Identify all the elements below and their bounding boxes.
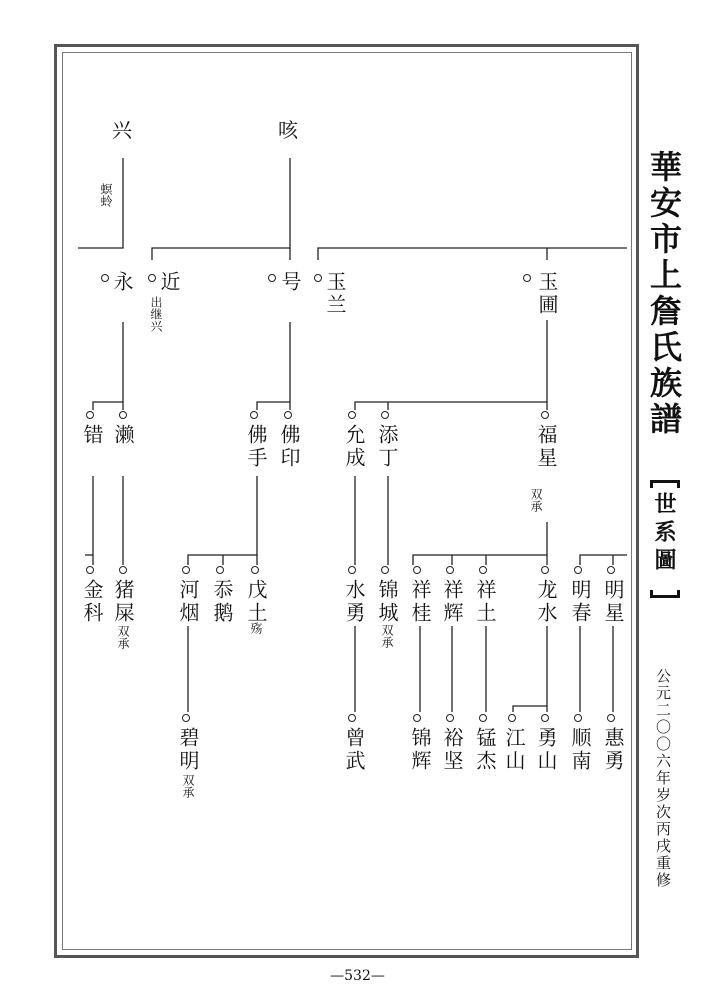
section-label-box — [648, 480, 682, 598]
person-name: 顺南 — [568, 727, 592, 773]
person-name: 佛印 — [277, 424, 301, 470]
person-note: 殇 — [249, 622, 263, 634]
person-marker — [119, 411, 127, 419]
person-note: 双承 — [380, 624, 394, 648]
person-marker — [381, 566, 389, 574]
person-marker — [479, 566, 487, 574]
person-name: 锦辉 — [408, 727, 432, 773]
person-note: 双承 — [116, 625, 130, 649]
person-marker — [314, 274, 322, 282]
person-name: 祥土 — [473, 579, 497, 625]
person-marker — [268, 274, 276, 282]
person-marker — [101, 274, 109, 282]
person-marker — [541, 411, 549, 419]
person-name: 错 — [80, 424, 104, 447]
adoption-note: 螟蛉 — [99, 183, 113, 207]
person-name: 允成 — [342, 424, 366, 470]
person-name: 福星 — [534, 424, 558, 470]
person-marker — [250, 411, 258, 419]
person-name: 佛手 — [244, 424, 268, 470]
person-marker — [381, 411, 389, 419]
person-name: 锦城 — [375, 579, 399, 625]
person-marker — [182, 714, 190, 722]
person-marker — [541, 566, 549, 574]
person-name: 锰杰 — [473, 727, 497, 773]
person-name: 忝鹅 — [210, 579, 234, 625]
person-name: 明春 — [568, 579, 592, 625]
ancestor-name: 咳 — [278, 118, 298, 142]
person-name: 水勇 — [342, 579, 366, 625]
page-number: —532— — [330, 968, 385, 984]
person-marker — [182, 566, 190, 574]
section-label: 世系圖 — [651, 492, 677, 576]
person-marker — [446, 566, 454, 574]
person-name: 金科 — [80, 579, 104, 625]
person-name: 添丁 — [375, 424, 399, 470]
person-marker — [348, 714, 356, 722]
person-marker — [148, 274, 156, 282]
person-name: 明星 — [601, 579, 625, 625]
person-name: 祥辉 — [440, 579, 464, 625]
bracket-bottom — [650, 590, 680, 598]
person-marker — [541, 714, 549, 722]
person-marker — [508, 714, 516, 722]
person-name: 河烟 — [176, 579, 200, 625]
person-note: 双承 — [181, 774, 195, 798]
person-marker — [86, 566, 94, 574]
person-name: 号 — [278, 271, 302, 294]
person-marker — [413, 566, 421, 574]
person-name: 江山 — [502, 727, 526, 773]
person-name: 玉兰 — [323, 271, 347, 317]
person-marker — [523, 274, 531, 282]
person-note: 出继兴 — [149, 296, 163, 332]
ancestor-name: 兴 — [112, 118, 132, 142]
person-name: 濑 — [111, 424, 135, 447]
person-name: 玉圃 — [535, 271, 559, 317]
person-name: 猪屎 — [111, 579, 135, 625]
person-name: 龙水 — [534, 579, 558, 625]
person-name: 祥桂 — [408, 579, 432, 625]
person-marker — [607, 566, 615, 574]
person-marker — [216, 566, 224, 574]
person-marker — [479, 714, 487, 722]
person-name: 戊土 — [244, 579, 268, 625]
person-marker — [607, 714, 615, 722]
person-marker — [574, 566, 582, 574]
person-name: 勇山 — [534, 727, 558, 773]
person-name: 永 — [110, 271, 134, 294]
book-title: 華安市上詹氏族譜 — [645, 150, 683, 438]
person-name: 裕坚 — [440, 727, 464, 773]
person-marker — [574, 714, 582, 722]
person-marker — [348, 411, 356, 419]
person-name: 曾武 — [342, 727, 366, 773]
person-name: 惠勇 — [601, 727, 625, 773]
person-marker — [119, 566, 127, 574]
person-marker — [284, 411, 292, 419]
bracket-top — [650, 480, 680, 488]
person-marker — [413, 714, 421, 722]
person-marker — [446, 714, 454, 722]
person-name: 碧明 — [176, 727, 200, 773]
person-name: 近 — [157, 271, 181, 294]
person-marker — [86, 411, 94, 419]
person-marker — [251, 566, 259, 574]
person-marker — [348, 566, 356, 574]
person-note: 双承 — [529, 488, 543, 512]
revision-note: 公元二〇〇六年岁次丙戌重修 — [654, 668, 672, 889]
